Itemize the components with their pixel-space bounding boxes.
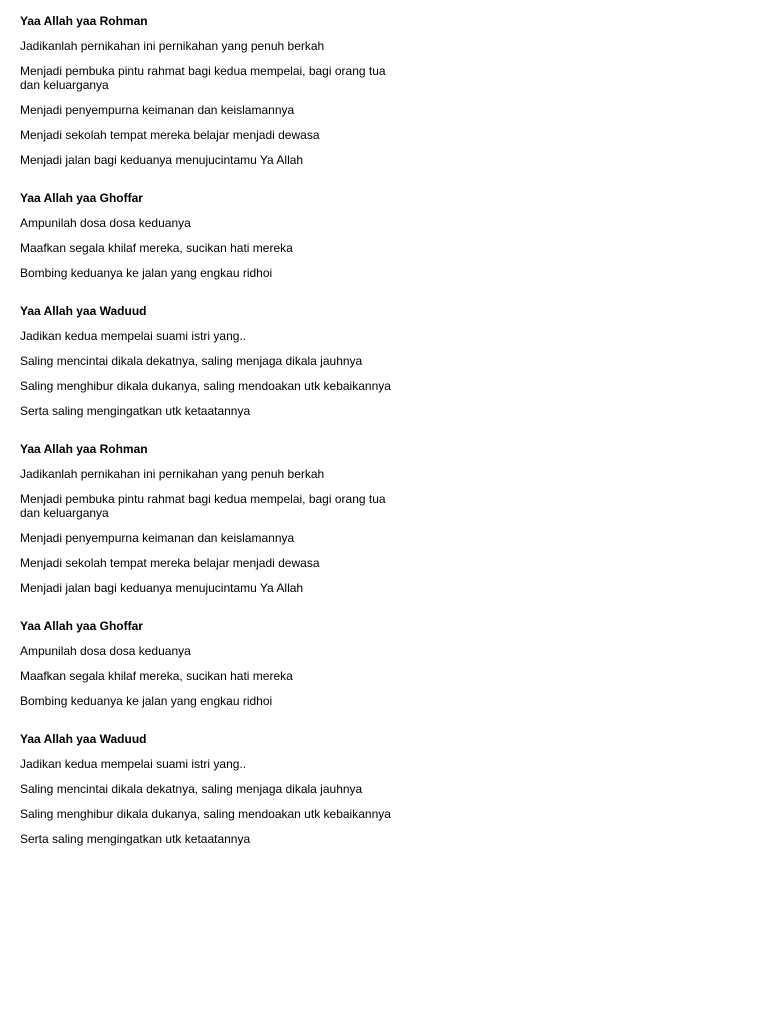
section-heading: Yaa Allah yaa Waduud bbox=[20, 732, 147, 746]
prayer-line: Maafkan segala khilaf mereka, sucikan hati mereka bbox=[20, 669, 293, 683]
prayer-line: Bombing keduanya ke jalan yang engkau ridhoi bbox=[20, 694, 273, 708]
prayer-line: Bombing keduanya ke jalan yang engkau ridhoi bbox=[20, 266, 273, 280]
prayer-section bbox=[20, 304, 400, 418]
prayer-line: Saling mencintai dikala dekatnya, saling menjaga dikala jauhnya bbox=[20, 782, 363, 796]
prayer-section bbox=[20, 191, 400, 280]
section-heading: Yaa Allah yaa Ghoffar bbox=[20, 619, 143, 633]
document-body bbox=[20, 14, 400, 857]
prayer-section bbox=[20, 442, 400, 595]
prayer-line: Menjadi pembuka pintu rahmat bagi kedua mempelai, bagi orang tua dan keluarganya bbox=[20, 64, 386, 92]
prayer-line: Ampunilah dosa dosa keduanya bbox=[20, 216, 191, 230]
prayer-line: Serta saling mengingatkan utk ketaatannya bbox=[20, 404, 251, 418]
prayer-line: Menjadi pembuka pintu rahmat bagi kedua mempelai, bagi orang tua dan keluarganya bbox=[20, 492, 386, 520]
prayer-line: Menjadi jalan bagi keduanya menujucintamu Ya Allah bbox=[20, 581, 304, 595]
prayer-line: Menjadi sekolah tempat mereka belajar menjadi dewasa bbox=[20, 128, 320, 142]
prayer-line: Menjadi sekolah tempat mereka belajar menjadi dewasa bbox=[20, 556, 320, 570]
prayer-line: Jadikanlah pernikahan ini pernikahan yang penuh berkah bbox=[20, 467, 325, 481]
prayer-line: Jadikan kedua mempelai suami istri yang.. bbox=[20, 757, 247, 771]
prayer-line: Menjadi jalan bagi keduanya menujucintamu Ya Allah bbox=[20, 153, 304, 167]
prayer-line: Saling menghibur dikala dukanya, saling mendoakan utk kebaikannya bbox=[20, 379, 391, 393]
prayer-line: Saling menghibur dikala dukanya, saling mendoakan utk kebaikannya bbox=[20, 807, 391, 821]
section-heading: Yaa Allah yaa Rohman bbox=[20, 14, 148, 28]
prayer-line: Jadikanlah pernikahan ini pernikahan yang penuh berkah bbox=[20, 39, 325, 53]
prayer-line: Jadikan kedua mempelai suami istri yang.. bbox=[20, 329, 247, 343]
prayer-line: Menjadi penyempurna keimanan dan keislamannya bbox=[20, 103, 295, 117]
prayer-line: Maafkan segala khilaf mereka, sucikan hati mereka bbox=[20, 241, 293, 255]
prayer-line: Menjadi penyempurna keimanan dan keislamannya bbox=[20, 531, 295, 545]
section-heading: Yaa Allah yaa Waduud bbox=[20, 304, 147, 318]
prayer-line: Serta saling mengingatkan utk ketaatannya bbox=[20, 832, 251, 846]
prayer-section bbox=[20, 14, 400, 167]
section-heading: Yaa Allah yaa Ghoffar bbox=[20, 191, 143, 205]
prayer-section bbox=[20, 732, 400, 846]
prayer-line: Ampunilah dosa dosa keduanya bbox=[20, 644, 191, 658]
prayer-section bbox=[20, 619, 400, 708]
section-heading: Yaa Allah yaa Rohman bbox=[20, 442, 148, 456]
prayer-line: Saling mencintai dikala dekatnya, saling menjaga dikala jauhnya bbox=[20, 354, 363, 368]
